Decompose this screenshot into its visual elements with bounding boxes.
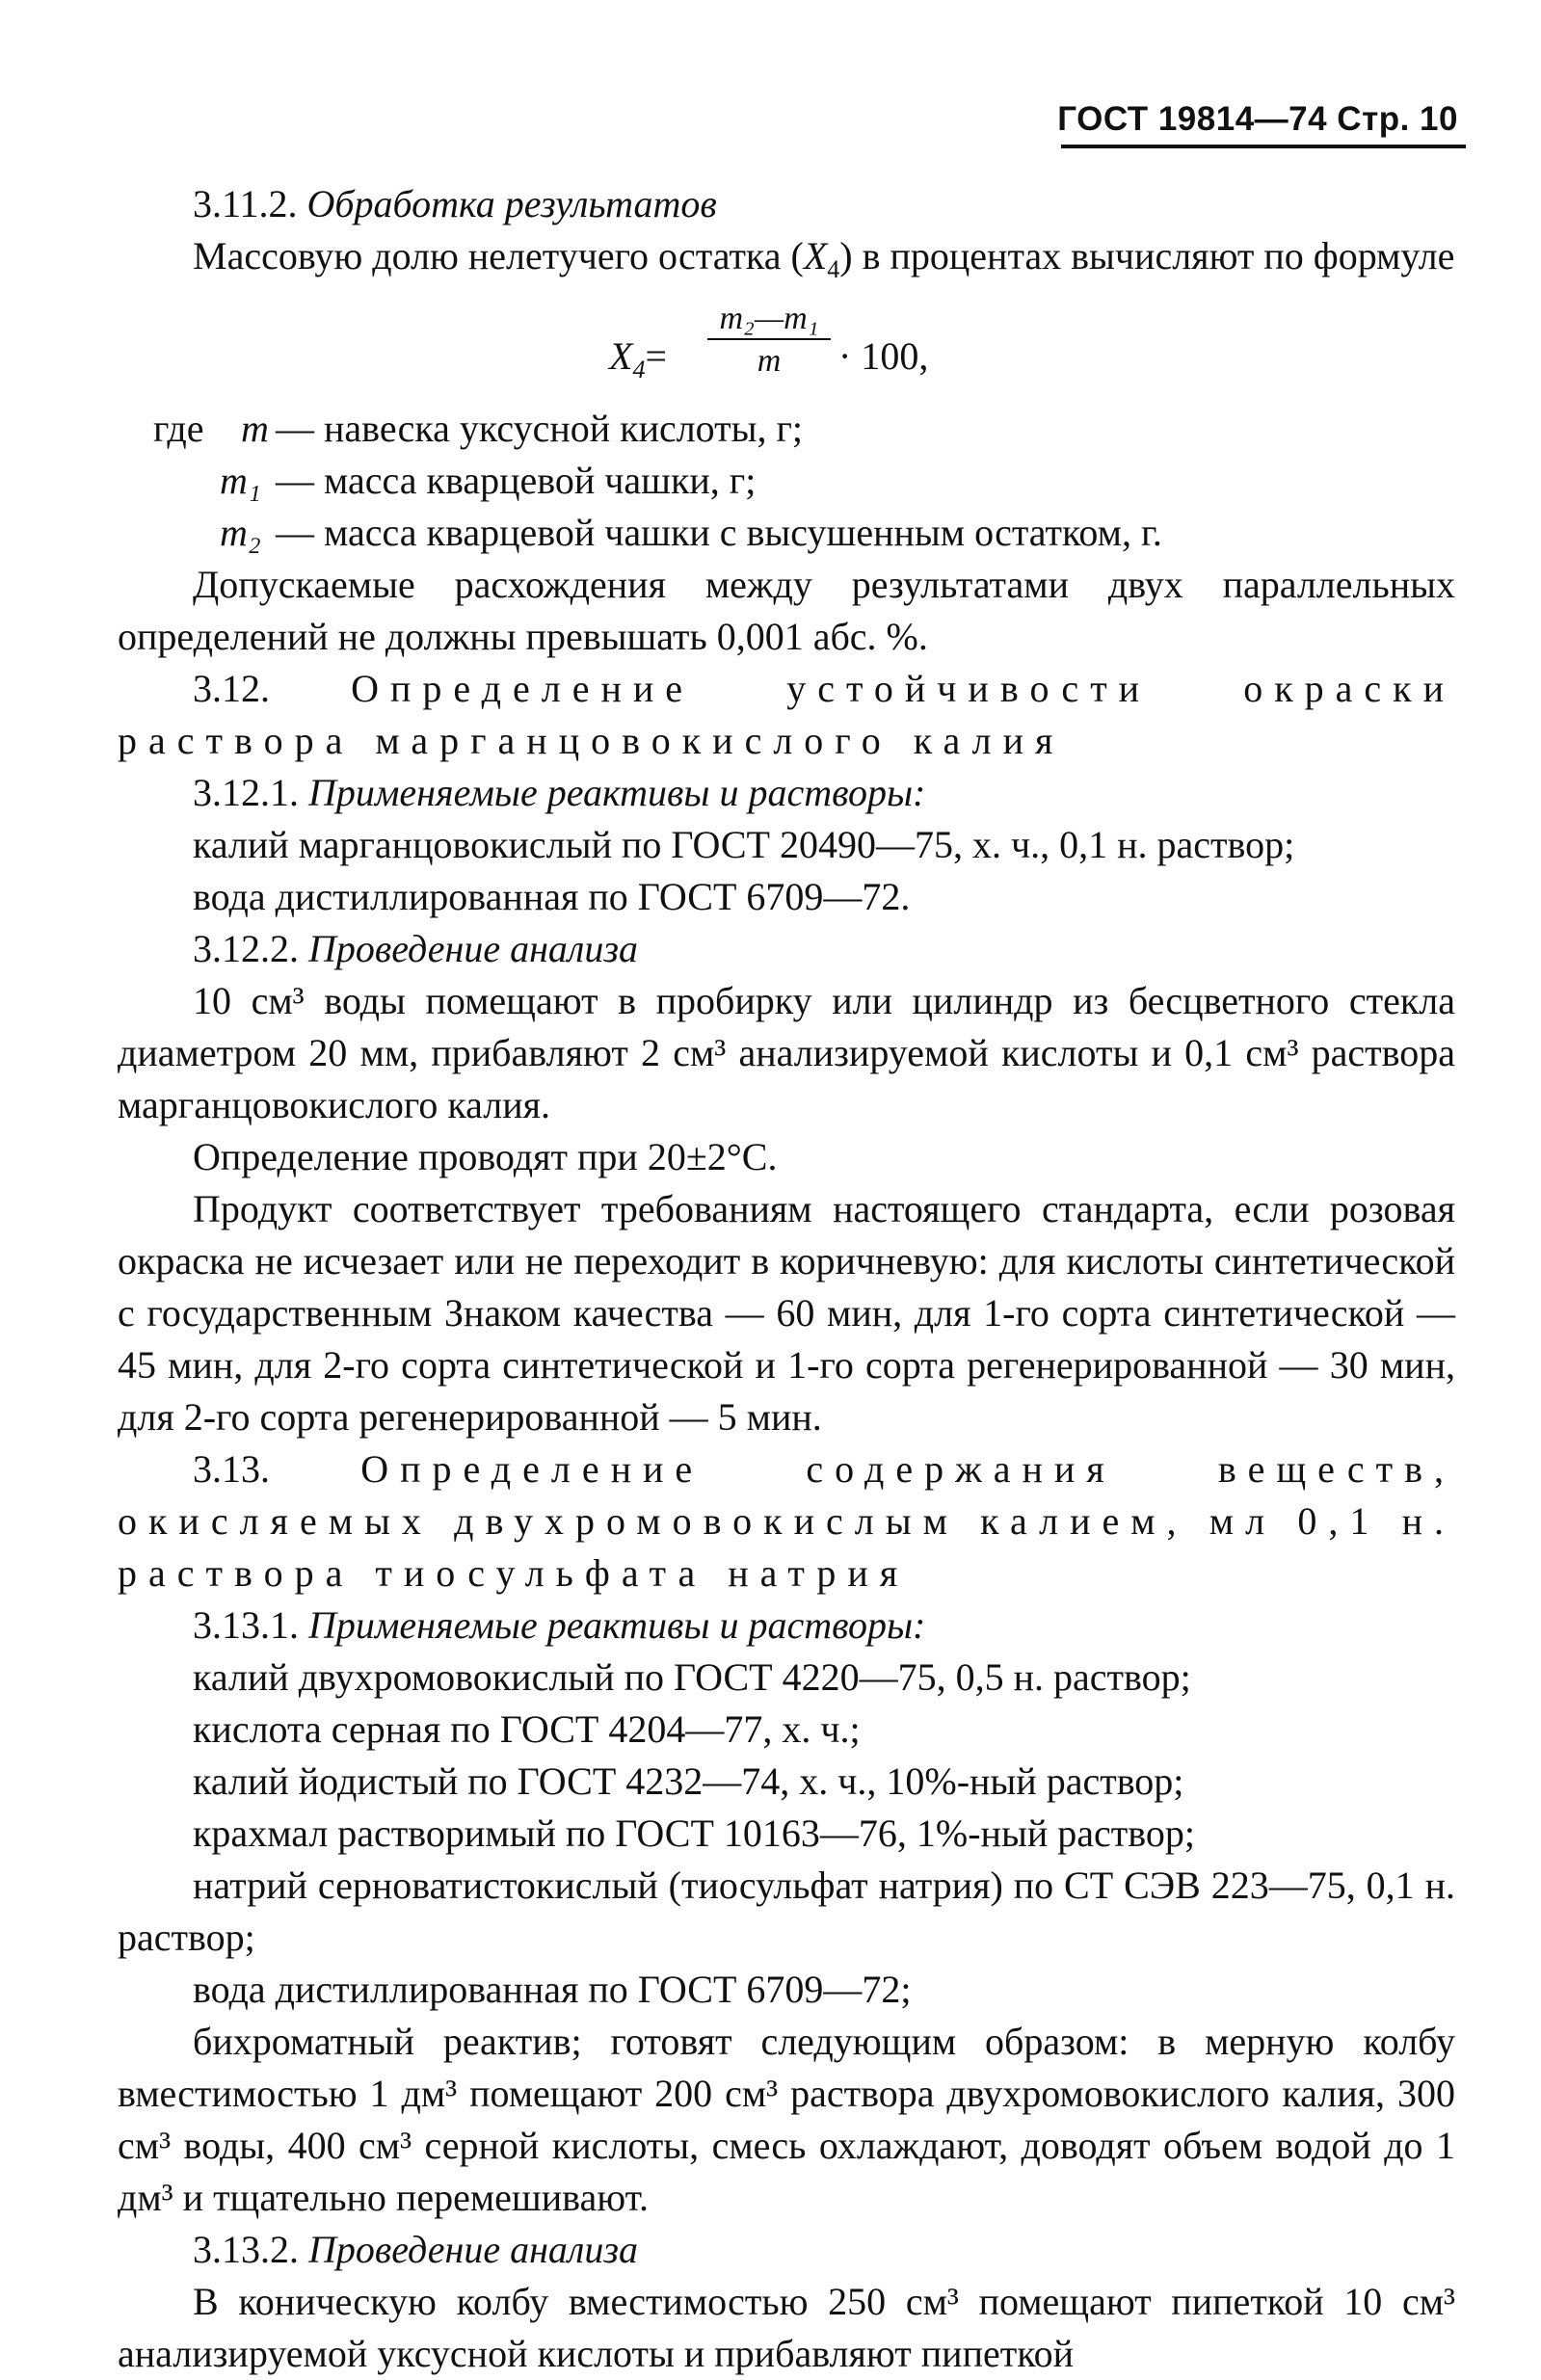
definition-symbol: m₁ xyxy=(220,459,261,502)
section-number: 3.11.2. xyxy=(193,182,298,225)
definition-row xyxy=(118,507,1455,559)
reagent-item: калий марганцовокислый по ГОСТ 20490—75, х. ч., 0,1 н. раствор; xyxy=(193,823,1295,866)
section-number: 3.12. xyxy=(193,667,270,710)
formula-definitions xyxy=(118,403,1455,559)
procedure-paragraph: Продукт соответствует требованиям настоящего стандарта, если розовая окраска не исчезает или не переходит в коричневую: для кислоты синтетической с государственным Знаком качества — 60 мин, для 1-го сорта синтетической — 45 мин, для 2-го сорта синтетической и 1-го сорта регенерированной — 30 мин, для 2-го сорта регенерированной — 5 мин. xyxy=(118,1187,1455,1439)
section-3-12-1-heading xyxy=(118,767,1455,819)
intro-var: X xyxy=(803,234,828,278)
formula-lhs xyxy=(609,331,667,383)
reagent-item: калий двухромовокислый по ГОСТ 4220—75, 0,5 н. раствор; xyxy=(193,1655,1191,1699)
section-number: 3.12.2. xyxy=(193,927,299,970)
reagent-item: калий йодистый по ГОСТ 4232—74, х. ч., 10%-ный раствор; xyxy=(193,1759,1184,1803)
definition-row xyxy=(118,403,1455,455)
reagent-item: кислота серная по ГОСТ 4204—77, х. ч.; xyxy=(193,1707,861,1751)
section-title: Проведение анализа xyxy=(308,927,638,970)
formula-denominator: m xyxy=(757,343,782,379)
formula-tail: · 100, xyxy=(838,334,929,378)
intro-text-2: ) в процентах вычисляют по формуле xyxy=(839,234,1455,278)
section-number: 3.13.2. xyxy=(193,2228,299,2271)
intro-text-1: Массовую долю нелетучего остатка ( xyxy=(193,234,804,278)
section-title: Применяемые реактивы и растворы: xyxy=(308,771,926,814)
section-title: Обработка результатов xyxy=(306,182,717,225)
section-title: Применяемые реактивы и растворы: xyxy=(308,1603,926,1647)
formula xyxy=(118,292,1455,403)
formula-eq: = xyxy=(645,334,667,378)
reagent-item: бихроматный реактив; готовят следующим образом: в мерную колбу вместимостью 1 дм³ помещают 200 см³ раствора двухромовокислого калия, 300 см³ воды, 400 см³ серной кислоты, смесь охлаждают, доводят объем водой до 1 дм³ и тщательно перемешивают. xyxy=(118,2020,1455,2219)
intro-sub: 4 xyxy=(827,255,840,283)
document-body xyxy=(118,178,1455,2380)
section-3-13-heading xyxy=(118,1443,1455,1600)
section-title: Проведение анализа xyxy=(308,2228,638,2271)
formula-intro xyxy=(118,230,1455,282)
section-title: Определение содержания веществ, окисляемых двухромовокислым калием, мл 0,1 н. раствора тиосульфата натрия xyxy=(118,1447,1455,1595)
definition-text: — навеска уксусной кислоты, г; xyxy=(276,407,804,450)
reagent-item: натрий серноватистокислый (тиосульфат натрия) по СТ СЭВ 223—75, 0,1 н. раствор; xyxy=(118,1864,1455,1959)
header-rule xyxy=(1061,145,1466,148)
formula-lhs-var: X xyxy=(609,334,633,378)
section-3-13-1-heading xyxy=(118,1600,1455,1652)
definition-prefix: где xyxy=(153,407,204,450)
definition-symbol: m₂ xyxy=(220,511,261,554)
section-number: 3.13. xyxy=(193,1447,270,1491)
procedure-paragraph: Определение проводят при 20±2°С. xyxy=(193,1135,778,1178)
formula-numerator: m₂—m₁ xyxy=(707,300,831,340)
reagent-item: вода дистиллированная по ГОСТ 6709—72. xyxy=(193,875,911,918)
section-3-13-2-heading xyxy=(118,2224,1455,2276)
section-number: 3.12.1. xyxy=(193,771,299,814)
section-3-12-heading xyxy=(118,663,1455,767)
definition-row xyxy=(118,455,1455,507)
reagent-item: вода дистиллированная по ГОСТ 6709—72; xyxy=(193,1968,912,2011)
definition-symbol: m xyxy=(241,407,269,450)
section-number: 3.13.1. xyxy=(193,1603,299,1647)
page-header: ГОСТ 19814—74 Стр. 10 xyxy=(1057,100,1458,138)
reagent-item: крахмал растворимый по ГОСТ 10163—76, 1%-ный раствор; xyxy=(193,1811,1195,1855)
formula-lhs-sub: 4 xyxy=(632,356,646,383)
section-title: Определение устойчивости окраски раствора марганцовокислого калия xyxy=(118,667,1455,762)
definition-text: — масса кварцевой чашки с высушенным остатком, г. xyxy=(276,511,1162,554)
tolerance-paragraph: Допускаемые расхождения между результатами двух параллельных определений не должны превышать 0,001 абс. %. xyxy=(118,563,1455,658)
procedure-paragraph: 10 см³ воды помещают в пробирку или цилиндр из бесцветного стекла диаметром 20 мм, прибавляют 2 см³ анализируемой кислоты и 0,1 см³ раствора марганцовокислого калия. xyxy=(118,979,1455,1126)
procedure-paragraph: В коническую колбу вместимостью 250 см³ помещают пипеткой 10 см³ анализируемой уксусной кислоты и прибавляют пипеткой xyxy=(118,2280,1455,2375)
section-3-11-2-heading xyxy=(118,178,1455,230)
definition-text: — масса кварцевой чашки, г; xyxy=(276,459,757,502)
formula-fraction xyxy=(707,300,831,383)
section-3-12-2-heading xyxy=(118,923,1455,975)
